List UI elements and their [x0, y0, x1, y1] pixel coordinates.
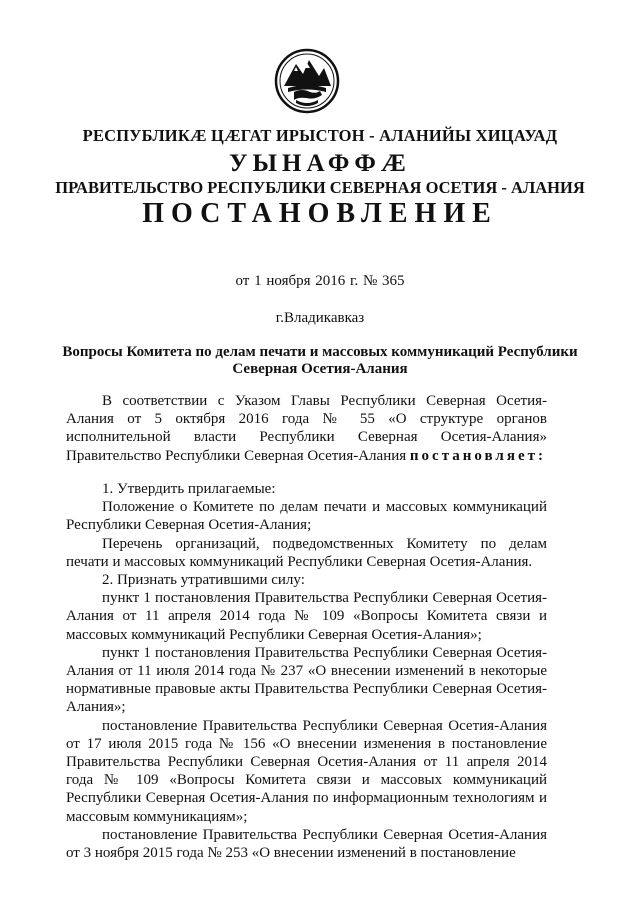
coat-of-arms-emblem — [274, 48, 340, 114]
preamble-text: В соответствии с Указом Главы Республики Северная Осетия-Алания от 5 октября 2016 года № 55 «О структуре органов исполнительной власти Республики Северная Осетия-Алания» Правительство Республики Северная Осетия-Алания — [66, 393, 547, 464]
preamble-paragraph — [66, 392, 547, 465]
preamble-emphasis: постановляет: — [409, 447, 546, 464]
ossetian-decree-heading: УЫНАФФӔ — [229, 150, 411, 177]
ossetian-government-name: РЕСПУБЛИКӔ ЦӔГАТ ИРЫСТОН - АЛАНИЙЫ ХИЦАУАД — [82, 126, 558, 145]
clause-1-item-list: Перечень организаций, подведомственных Комитету по делам печати и массовых коммуникаций Республики Северная Осетия-Алания. — [66, 535, 547, 570]
clause-2-item-2: пункт 1 постановления Правительства Республики Северная Осетия-Алания от 11 июля 2014 года № 237 «О внесении изменений в некоторые нормативные правовые акты Правительства Республики Северная Осетия-Алания»; — [66, 644, 547, 716]
decree-city: г.Владикавказ — [275, 310, 365, 326]
clause-2-heading: 2. Признать утратившими силу: — [102, 572, 305, 589]
decree-body — [66, 480, 547, 862]
clause-2-item-1: пункт 1 постановления Правительства Республики Северная Осетия-Алания от 11 апреля 2014 года № 109 «Вопросы Комитета связи и массовых коммуникаций Республики Северная Осетия-Алания»; — [66, 590, 547, 643]
clause-2-item-4: постановление Правительства Республики Северная Осетия-Алания от 3 ноября 2015 года № 253 «О внесении изменений в постановление — [66, 826, 547, 862]
decree-title: Вопросы Комитета по делам печати и массовых коммуникаций Республики Северная Осетия-Алания — [62, 344, 578, 377]
clause-1-item-regulation: Положение о Комитете по делам печати и массовых коммуникаций Республики Северная Осетия-Алания; — [66, 499, 547, 534]
russian-government-name: ПРАВИТЕЛЬСТВО РЕСПУБЛИКИ СЕВЕРНАЯ ОСЕТИЯ - АЛАНИЯ — [55, 178, 585, 197]
russian-decree-heading: ПОСТАНОВЛЕНИЕ — [142, 198, 498, 229]
clause-1-heading: 1. Утвердить прилагаемые: — [102, 481, 276, 497]
clause-2-item-3: постановление Правительства Республики Северная Осетия-Алания от 17 июля 2015 года № 156 «О внесении изменения в постановление Правительства Республики Северная Осетия-Алания от 11 апреля 2014 года № 109 «Вопросы Комитета связи и массовых коммуникаций Республики Северная Осетия-Алания по информационным технологиям и массовым коммуникациям»; — [66, 717, 547, 825]
preamble-block — [66, 392, 547, 465]
decree-date-number: от 1 ноября 2016 г. № 365 — [235, 273, 405, 289]
